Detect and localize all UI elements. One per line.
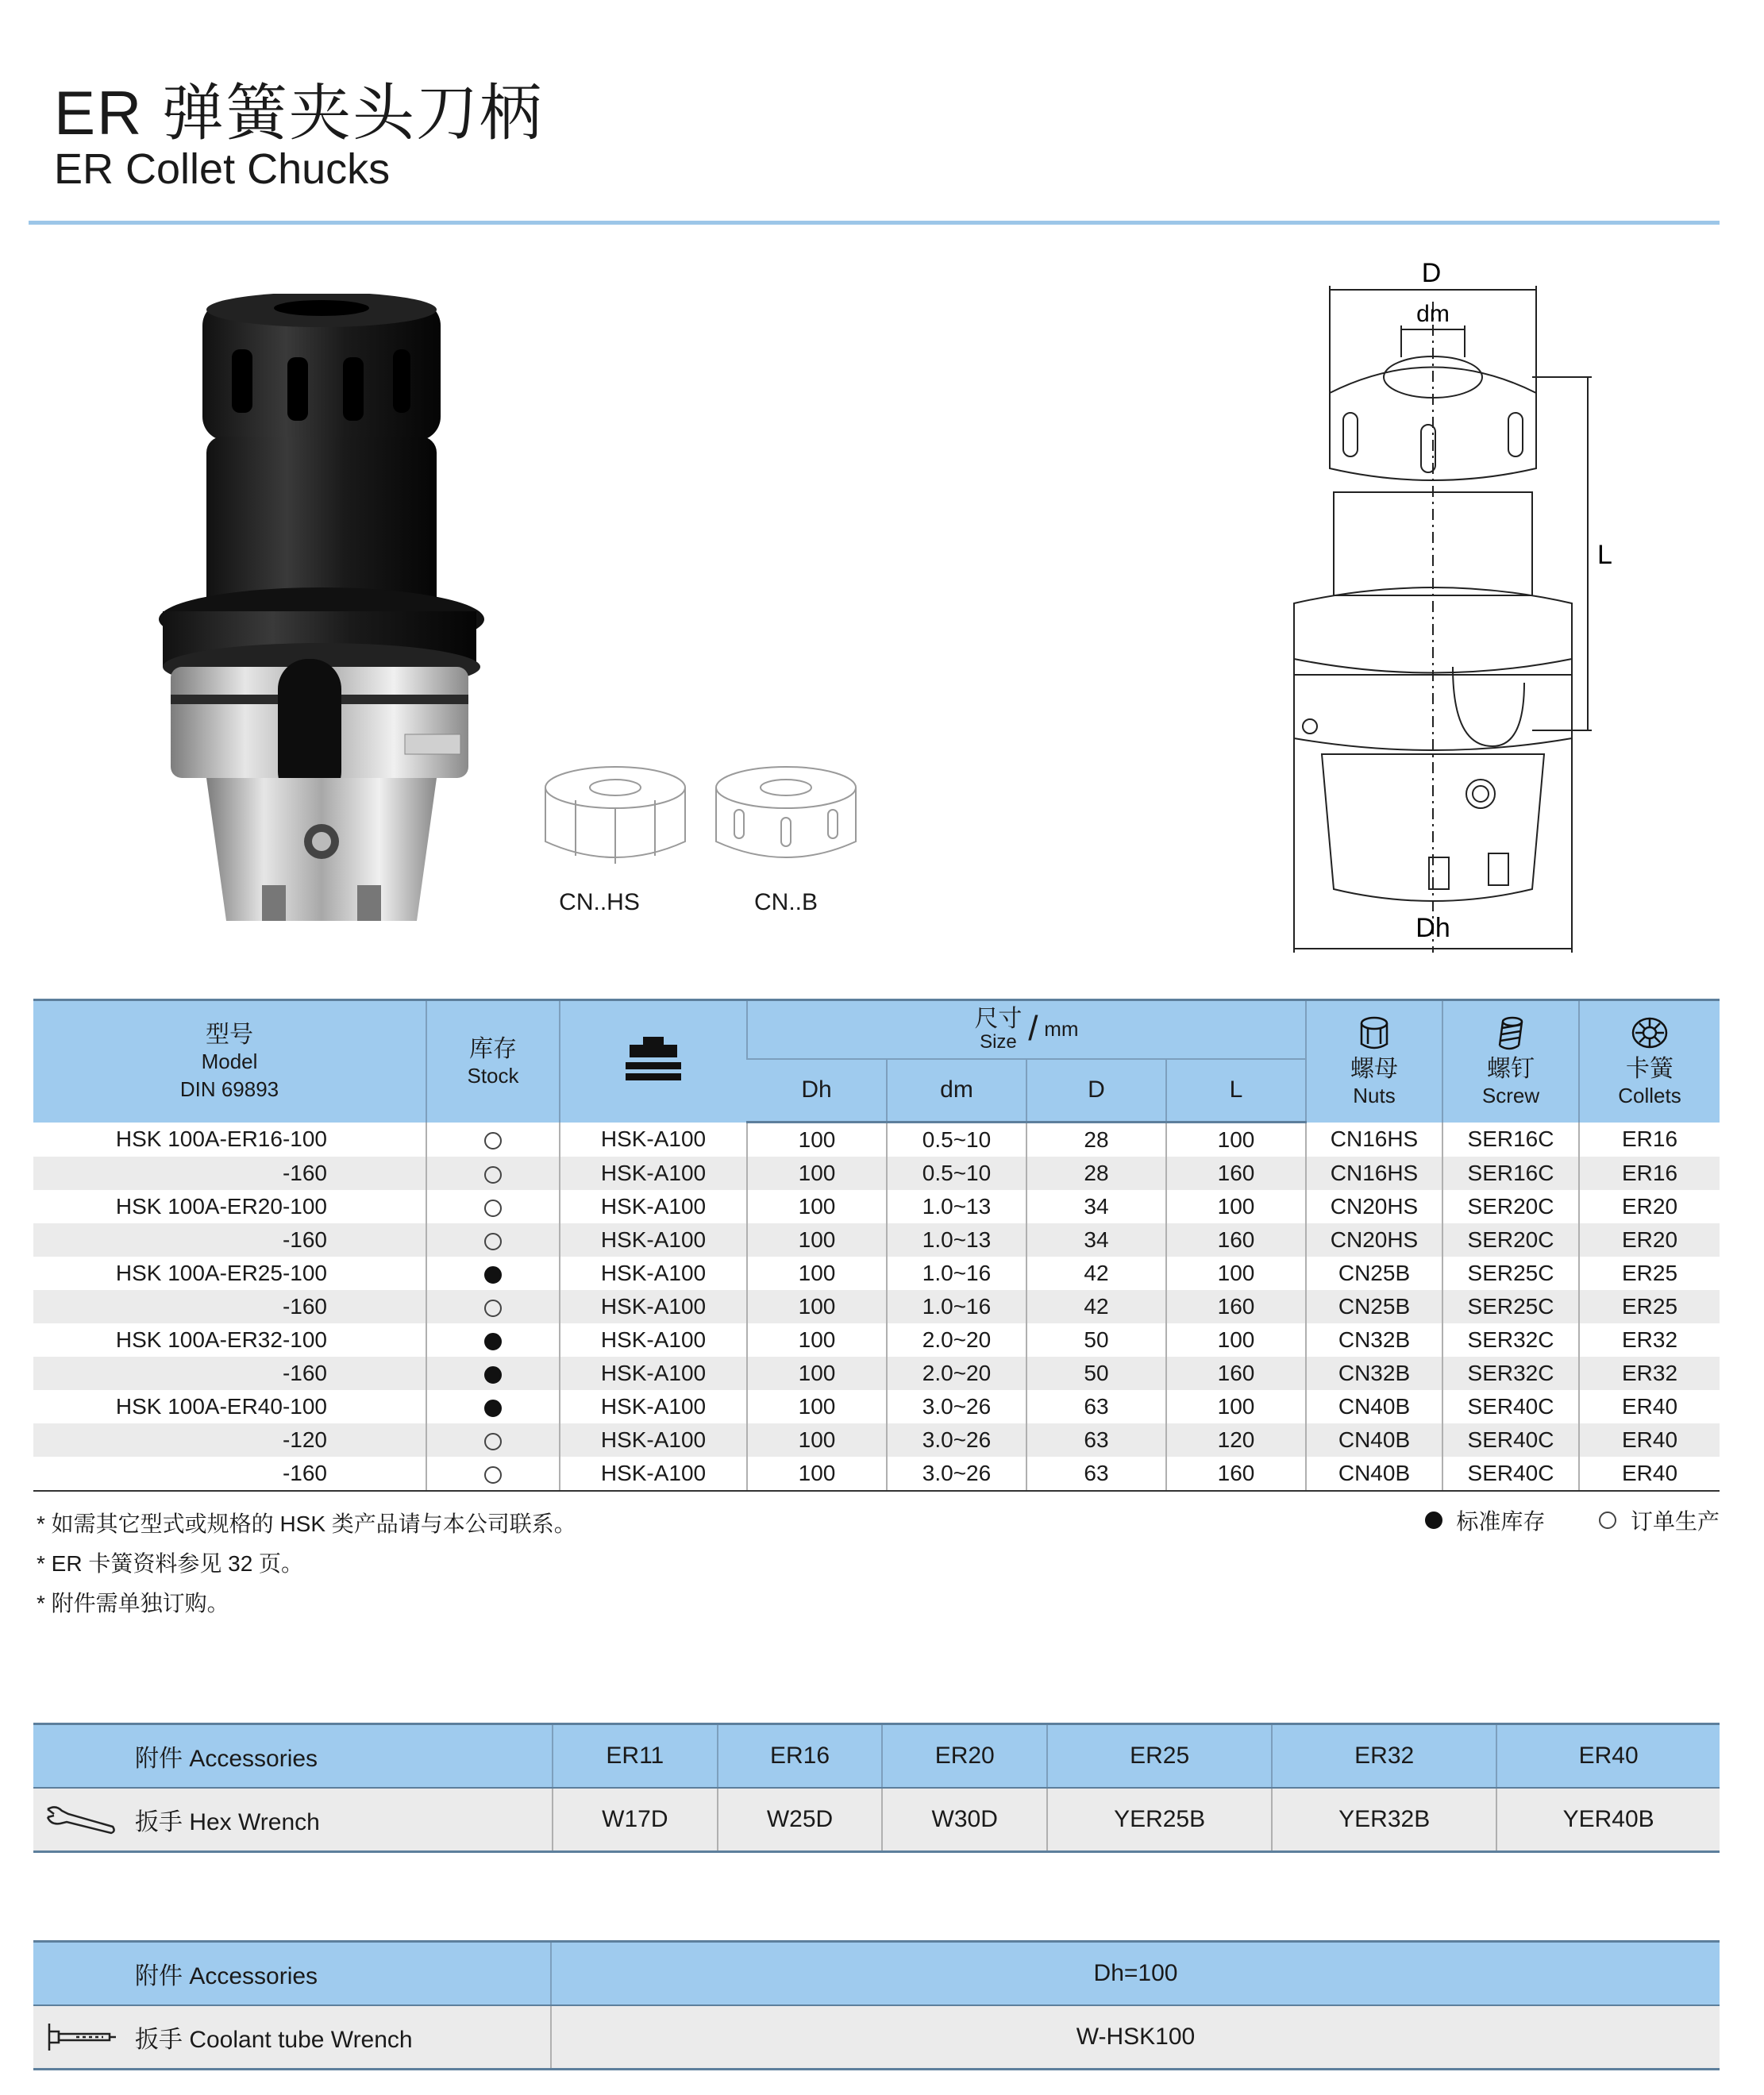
acc1-col-er25: ER25 [1047, 1724, 1272, 1789]
cell-taper: HSK-A100 [560, 1190, 747, 1223]
nut-icon [1358, 1015, 1390, 1052]
col-l: L [1166, 1059, 1306, 1123]
nut-hs-drawing [540, 762, 691, 873]
page-subtitle: ER Collet Chucks [54, 145, 391, 193]
note-1: * 如需其它型式或规格的 HSK 类产品请与本公司联系。 [37, 1512, 576, 1536]
cell-d: 34 [1026, 1190, 1166, 1223]
cell-l: 160 [1166, 1457, 1306, 1491]
note-2: * ER 卡簧资料参见 32 页。 [37, 1551, 304, 1576]
cell-collet: ER20 [1579, 1223, 1720, 1257]
col-stock [426, 1000, 560, 1123]
cell-screw: SER25C [1442, 1290, 1579, 1323]
cell-screw: SER32C [1442, 1323, 1579, 1357]
cell-dm: 1.0~13 [887, 1223, 1026, 1257]
cell-taper: HSK-A100 [560, 1423, 747, 1457]
cell-screw: SER16C [1442, 1123, 1579, 1157]
cell-nut: CN20HS [1306, 1223, 1442, 1257]
collet-icon [1630, 1015, 1670, 1052]
acc2-value: W-HSK100 [551, 2005, 1720, 2070]
col-d: D [1026, 1059, 1166, 1123]
cell-dm: 0.5~10 [887, 1157, 1026, 1190]
cell-taper: HSK-A100 [560, 1323, 747, 1357]
col-nuts-cn: 螺母 [1350, 1055, 1398, 1082]
cell-d: 63 [1026, 1390, 1166, 1423]
cell-stock [426, 1390, 560, 1423]
cell-collet: ER32 [1579, 1357, 1720, 1390]
cell-collet: ER32 [1579, 1323, 1720, 1357]
cell-screw: SER16C [1442, 1157, 1579, 1190]
cell-d: 50 [1026, 1323, 1166, 1357]
cell-taper: HSK-A100 [560, 1157, 747, 1190]
cell-collet: ER16 [1579, 1157, 1720, 1190]
cell-model: -160 [33, 1290, 426, 1323]
cell-taper: HSK-A100 [560, 1290, 747, 1323]
cell-d: 42 [1026, 1290, 1166, 1323]
acc1-col-er11: ER11 [553, 1724, 718, 1789]
cell-d: 34 [1026, 1223, 1166, 1257]
col-screw-cn: 螺钉 [1487, 1055, 1535, 1082]
cell-model: -160 [33, 1157, 426, 1190]
cell-collet: ER20 [1579, 1190, 1720, 1223]
cell-stock [426, 1323, 560, 1357]
page-title: ER 弹簧夹头刀柄 [54, 78, 544, 148]
cell-collet: ER25 [1579, 1257, 1720, 1290]
cell-nut: CN32B [1306, 1357, 1442, 1390]
notes [37, 1504, 576, 1623]
cell-dh: 100 [747, 1190, 887, 1223]
order-production-icon [484, 1200, 502, 1217]
standard-stock-icon [1425, 1512, 1442, 1529]
dim-label-dh: Dh [1415, 913, 1450, 943]
cell-stock [426, 1357, 560, 1390]
cell-nut: CN25B [1306, 1257, 1442, 1290]
cell-taper: HSK-A100 [560, 1223, 747, 1257]
order-production-icon [484, 1466, 502, 1484]
table-row [33, 1190, 1720, 1223]
col-screw [1442, 1000, 1579, 1123]
col-model-std: DIN 69893 [179, 1077, 279, 1102]
cell-dm: 3.0~26 [887, 1457, 1026, 1491]
acc1-value-er40: YER40B [1496, 1788, 1720, 1852]
cell-screw: SER40C [1442, 1423, 1579, 1457]
cell-stock [426, 1190, 560, 1223]
cell-dm: 1.0~13 [887, 1190, 1026, 1223]
table-row [33, 1223, 1720, 1257]
legend-standard: 标准库存 [1456, 1509, 1546, 1534]
cell-stock [426, 1290, 560, 1323]
acc1-col-er16: ER16 [718, 1724, 883, 1789]
table-row [33, 1323, 1720, 1357]
screw-icon [1495, 1015, 1527, 1052]
cell-dh: 100 [747, 1390, 887, 1423]
cell-d: 28 [1026, 1123, 1166, 1157]
cell-collet: ER25 [1579, 1290, 1720, 1323]
col-stock-en: Stock [467, 1063, 519, 1088]
cell-nut: CN32B [1306, 1323, 1442, 1357]
dimension-drawing [1286, 254, 1659, 969]
col-size: 尺寸 Size / mm [747, 1000, 1306, 1059]
col-size-unit: mm [1044, 1017, 1079, 1042]
accessories-table-wrench [33, 1723, 1720, 1853]
cell-dh: 100 [747, 1157, 887, 1190]
table-row [33, 1257, 1720, 1290]
dim-label-l: L [1597, 540, 1612, 570]
col-nuts-en: Nuts [1353, 1083, 1396, 1107]
legend-order: 订单生产 [1630, 1509, 1720, 1534]
cell-dm: 3.0~26 [887, 1390, 1026, 1423]
col-stock-cn: 库存 [469, 1035, 517, 1062]
order-production-icon [484, 1166, 502, 1184]
cell-l: 100 [1166, 1190, 1306, 1223]
note-3: * 附件需单独订购。 [37, 1591, 229, 1616]
standard-stock-icon [484, 1400, 502, 1417]
cell-dh: 100 [747, 1423, 887, 1457]
cell-collet: ER40 [1579, 1457, 1720, 1491]
stock-legend [1425, 1504, 1720, 1536]
cell-l: 160 [1166, 1290, 1306, 1323]
cell-dm: 1.0~16 [887, 1257, 1026, 1290]
acc1-value-er16: W25D [718, 1788, 883, 1852]
acc1-value-er11: W17D [553, 1788, 718, 1852]
acc1-row-label-cell [33, 1788, 553, 1852]
dim-label-d: D [1421, 258, 1442, 288]
cell-l: 100 [1166, 1323, 1306, 1357]
cell-model: -120 [33, 1423, 426, 1457]
cell-taper: HSK-A100 [560, 1457, 747, 1491]
cell-l: 160 [1166, 1223, 1306, 1257]
standard-stock-icon [484, 1333, 502, 1350]
cell-dh: 100 [747, 1257, 887, 1290]
nut-b-drawing [711, 762, 861, 873]
cell-l: 100 [1166, 1257, 1306, 1290]
cell-l: 100 [1166, 1390, 1306, 1423]
cell-d: 42 [1026, 1257, 1166, 1290]
cell-dh: 100 [747, 1323, 887, 1357]
cell-model: HSK 100A-ER16-100 [115, 1126, 327, 1152]
hsk-taper-icon [626, 1034, 681, 1083]
cell-screw: SER20C [1442, 1223, 1579, 1257]
cell-stock [426, 1123, 560, 1157]
col-collets-cn: 卡簧 [1626, 1055, 1673, 1082]
acc1-value-er25: YER25B [1047, 1788, 1272, 1852]
table-row [33, 1290, 1720, 1323]
cell-taper: HSK-A100 [560, 1357, 747, 1390]
col-collets-en: Collets [1618, 1083, 1681, 1107]
cell-nut: CN40B [1306, 1423, 1442, 1457]
acc1-col-er40: ER40 [1496, 1724, 1720, 1789]
acc1-col-er32: ER32 [1272, 1724, 1496, 1789]
product-photo [159, 294, 492, 921]
title-divider [29, 221, 1720, 225]
table-row [33, 1123, 1720, 1157]
cell-stock [426, 1457, 560, 1491]
cell-dh: 100 [747, 1457, 887, 1491]
coolant-tube-wrench-icon [44, 2020, 117, 2054]
table-row [33, 1457, 1720, 1491]
cell-dm: 2.0~20 [887, 1357, 1026, 1390]
dim-label-dm: dm [1416, 301, 1450, 327]
standard-stock-icon [484, 1266, 502, 1284]
cell-nut: CN40B [1306, 1390, 1442, 1423]
cell-screw: SER25C [1442, 1257, 1579, 1290]
acc2-col-dh: Dh=100 [551, 1942, 1720, 2006]
order-production-icon [484, 1233, 502, 1250]
order-production-icon [484, 1132, 502, 1150]
col-size-en: Size [980, 1030, 1017, 1053]
col-model-en: Model [201, 1049, 258, 1074]
acc2-header-label: 附件 Accessories [33, 1942, 551, 2006]
hex-wrench-icon [44, 1803, 117, 1836]
cell-nut: CN16HS [1306, 1157, 1442, 1190]
cell-l: 120 [1166, 1423, 1306, 1457]
acc1-header-label: 附件 Accessories [33, 1724, 553, 1789]
cell-model: -160 [33, 1457, 426, 1491]
cell-screw: SER20C [1442, 1190, 1579, 1223]
cell-dm: 2.0~20 [887, 1323, 1026, 1357]
acc1-value-er32: YER32B [1272, 1788, 1496, 1852]
cell-d: 63 [1026, 1423, 1166, 1457]
cell-stock [426, 1257, 560, 1290]
cell-model: HSK 100A-ER20-100 [115, 1194, 327, 1219]
nut-hs-label: CN..HS [559, 889, 640, 915]
col-size-cn: 尺寸 [974, 1006, 1023, 1033]
cell-stock [426, 1157, 560, 1190]
cell-l: 100 [1166, 1123, 1306, 1157]
col-nuts [1306, 1000, 1442, 1123]
cell-screw: SER40C [1442, 1390, 1579, 1423]
cell-collet: ER40 [1579, 1390, 1720, 1423]
cell-taper: HSK-A100 [560, 1257, 747, 1290]
acc1-col-er20: ER20 [882, 1724, 1047, 1789]
spec-table [33, 999, 1720, 1492]
cell-model: HSK 100A-ER32-100 [115, 1327, 327, 1352]
acc1-row-label: 扳手 Hex Wrench [135, 1809, 320, 1835]
nut-b-label: CN..B [753, 889, 818, 915]
cell-nut: CN16HS [1306, 1123, 1442, 1157]
acc1-value-er20: W30D [882, 1788, 1047, 1852]
order-production-icon [484, 1300, 502, 1317]
cell-taper: HSK-A100 [560, 1390, 747, 1423]
col-collets [1579, 1000, 1720, 1123]
cell-dm: 0.5~10 [887, 1123, 1026, 1157]
cell-model: -160 [33, 1357, 426, 1390]
accessories-table-coolant [33, 1940, 1720, 2070]
cell-screw: SER32C [1442, 1357, 1579, 1390]
acc2-row-label: 扳手 Coolant tube Wrench [135, 2027, 413, 2053]
order-production-icon [484, 1433, 502, 1450]
cell-stock [426, 1223, 560, 1257]
col-dm: dm [887, 1059, 1026, 1123]
order-production-icon [1599, 1512, 1616, 1529]
cell-dh: 100 [747, 1357, 887, 1390]
cell-model: HSK 100A-ER40-100 [115, 1394, 327, 1419]
table-row [33, 1390, 1720, 1423]
table-row [33, 1157, 1720, 1190]
cell-nut: CN40B [1306, 1457, 1442, 1491]
cell-dh: 100 [747, 1290, 887, 1323]
cell-stock [426, 1423, 560, 1457]
cell-d: 28 [1026, 1157, 1166, 1190]
standard-stock-icon [484, 1366, 502, 1384]
cell-model: HSK 100A-ER25-100 [115, 1261, 327, 1285]
table-row [33, 1423, 1720, 1457]
cell-nut: CN20HS [1306, 1190, 1442, 1223]
cell-dh: 100 [747, 1223, 887, 1257]
cell-d: 63 [1026, 1457, 1166, 1491]
col-dh: Dh [747, 1059, 887, 1123]
acc2-row-label-cell [33, 2005, 551, 2070]
cell-dm: 1.0~16 [887, 1290, 1026, 1323]
cell-collet: ER16 [1579, 1123, 1720, 1157]
cell-model: -160 [33, 1223, 426, 1257]
table-row [33, 1357, 1720, 1390]
cell-screw: SER40C [1442, 1457, 1579, 1491]
cell-l: 160 [1166, 1157, 1306, 1190]
col-screw-en: Screw [1481, 1083, 1540, 1107]
cell-collet: ER40 [1579, 1423, 1720, 1457]
cell-dm: 3.0~26 [887, 1423, 1026, 1457]
cell-taper: HSK-A100 [560, 1123, 747, 1157]
cell-d: 50 [1026, 1357, 1166, 1390]
col-model [33, 1000, 426, 1123]
cell-nut: CN25B [1306, 1290, 1442, 1323]
col-model-cn: 型号 [206, 1022, 253, 1049]
col-taper [560, 1000, 747, 1123]
cell-l: 160 [1166, 1357, 1306, 1390]
cell-dh: 100 [747, 1123, 887, 1157]
